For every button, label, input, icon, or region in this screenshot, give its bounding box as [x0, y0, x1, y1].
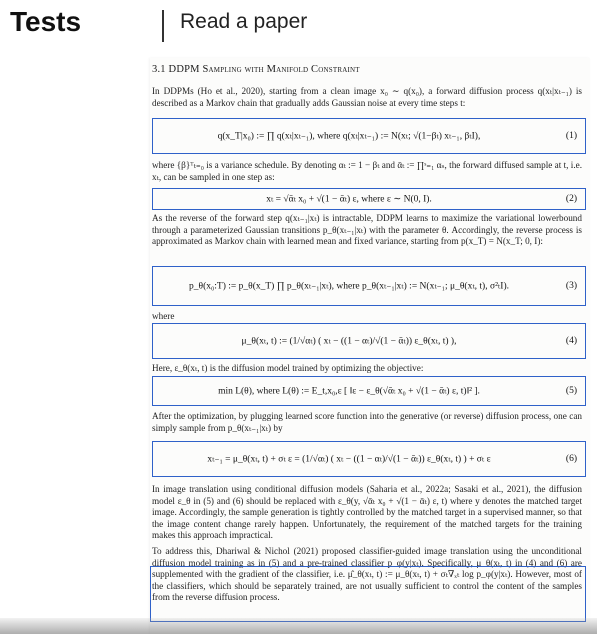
equation-4-box: [152, 323, 586, 359]
paragraph-8: To address this, Dhariwal & Nichol (2021) proposed classifier-guided image translation using the unconditional diffusion model training as in (5) and a pre-trained classifier p_φ(y|xₜ). Specifically, μ_θ(xₜ, t) in (4) and (6) are supplemented with the gradient of the classifier, i.e. μ̂_θ(xₜ, t) := μ_θ(xₜ, t) + σₜ∇ₓₜ log p_φ(y|xₜ). However, most of the classifiers, which should be separately trained, are not usually sufficient to control the content of the samples from the reverse diffusion process.: [152, 546, 582, 602]
equation-3-number: (3): [565, 281, 577, 291]
equation-3: p_θ(x₀:T) := p_θ(x_T) ∏ p_θ(xₜ₋₁|xₜ), where p_θ(xₜ₋₁|xₜ) := N(xₜ₋₁; μ_θ(xₜ, t), σ²ₜI).: [189, 281, 509, 292]
paragraph-1: In DDPMs (Ho et al., 2020), starting from a clean image x₀ ∼ q(x₀), a forward diffusion process q(xₜ|xₜ₋₁) is described as a Markov chain that gradually adds Gaussian noise at every time steps t:: [152, 86, 582, 108]
equation-2: xₜ = √ᾱₜ x₀ + √(1 − ᾱₜ) ε, where ε ∼ N(0, I).: [266, 194, 432, 205]
equation-2-number: (2): [565, 194, 577, 204]
paragraph-4: where: [152, 311, 175, 321]
paragraph-7: In image translation using conditional diffusion models (Saharia et al., 2022a; Sasaki et al., 2021), the diffusion model ε_θ in (5) and (6) should be replaced with ε_θ(y, √ᾱₜ x₀ + √(1 − ᾱₜ) ε, t) where y denotes the matched target image. Accordingly, the sample generation is tightly controlled by the matched target in a supervised manner, so that the image content change rarely happen. Unfortunately, the requirement of the matched targets for the training makes this approach impractical.: [152, 484, 582, 540]
slide-subtitle: Read a paper: [180, 10, 308, 33]
equation-6-box: [152, 441, 586, 477]
equation-5-number: (5): [565, 386, 577, 396]
equation-5: min L(θ), where L(θ) := E_t,x₀,ε [ ‖ε − ε_θ(√ᾱₜ x₀ + √(1 − ᾱₜ) ε, t)‖² ].: [218, 386, 480, 397]
blurred-footer-strip: [0, 618, 597, 634]
equation-2-box: [152, 188, 586, 210]
equation-6: xₜ₋₁ = μ_θ(xₜ, t) + σₜ ε = (1/√αₜ) ( xₜ − ((1 − αₜ)/√(1 − ᾱₜ)) ε_θ(xₜ, t) ) + σₜ ε: [207, 454, 491, 465]
equation-4: μ_θ(xₜ, t) := (1/√αₜ) ( xₜ − ((1 − αₜ)/√(1 − ᾱₜ)) ε_θ(xₜ, t) ),: [241, 336, 457, 347]
equation-3-box: [152, 266, 586, 306]
equation-4-number: (4): [565, 336, 577, 346]
section-heading: 3.1 DDPM Sampling with Manifold Constraint: [152, 64, 360, 75]
slide-header: [0, 0, 597, 50]
equation-1-box: [152, 118, 586, 154]
equation-6-number: (6): [565, 454, 577, 464]
title-divider: [162, 10, 164, 42]
equation-1: q(x_T|x₀) := ∏ q(xₜ|xₜ₋₁), where q(xₜ|xₜ₋₁) := N(xₜ; √(1−βₜ) xₜ₋₁, βₜI),: [217, 131, 481, 142]
paragraph-6: After the optimization, by plugging learned score function into the generative (or reverse) diffusion process, one can simply sample from p_θ(xₜ₋₁|xₜ) by: [152, 411, 582, 433]
paragraph-3: As the reverse of the forward step q(xₜ₋₁|xₜ) is intractable, DDPM learns to maximize the variational lowerbound through a parameterized Gaussian transitions p_θ(xₜ₋₁|xₜ) with the parameter θ. Accordingly, the reverse process is approximated as Markov chain with learned mean and fixed variance, starting from p(x_T) = N(x_T; 0, I):: [152, 213, 582, 246]
highlight-box: [150, 566, 586, 622]
equation-5-box: [152, 376, 586, 406]
equation-1-number: (1): [565, 131, 577, 141]
paragraph-5: Here, ε_θ(xₜ, t) is the diffusion model trained by optimizing the objective:: [152, 363, 424, 373]
paragraph-2: where {β}ᵀₜ₌₀ is a variance schedule. By denoting αₜ := 1 − βₜ and ᾱₜ := ∏ˢ₌₁ αₛ, the forward diffused sample at t, i.e. xₜ, can be sampled in one step as:: [152, 160, 582, 182]
slide-title: Tests: [10, 6, 82, 37]
